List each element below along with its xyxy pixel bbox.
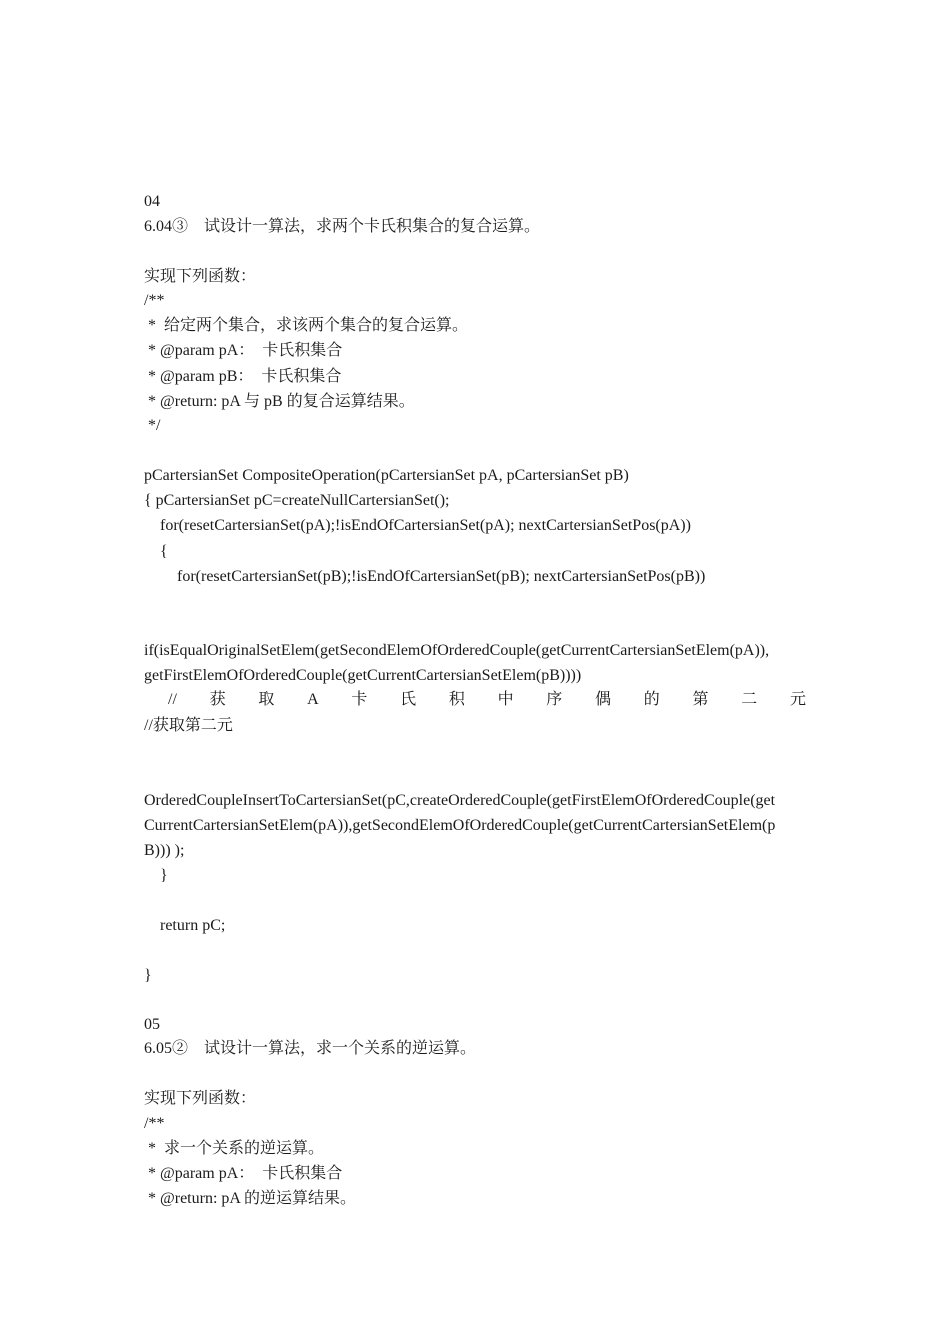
- code-line: getFirstElemOfOrderedCouple(getCurrentCartersianSetElem(pB)))): [144, 667, 582, 684]
- comment-token: 卡: [351, 691, 368, 708]
- code-line: OrderedCoupleInsertToCartersianSet(pC,createOrderedCouple(getFirstElemOfOrderedCouple(get: [144, 792, 776, 809]
- code-line: for(resetCartersianSet(pA);!isEndOfCartersianSet(pA); nextCartersianSetPos(pA)): [160, 517, 691, 534]
- doc-comment-line: * 给定两个集合，求该两个集合的复合运算。: [144, 317, 469, 334]
- comment-token: 的: [643, 691, 660, 708]
- doc-comment-line: * @param pA： 卡氏积集合: [144, 1165, 343, 1182]
- doc-comment-line: * @param pA： 卡氏积集合: [144, 342, 343, 359]
- code-line: pCartersianSet CompositeOperation(pCartersianSet pA, pCartersianSet pB): [144, 467, 629, 484]
- comment-token: //: [168, 691, 177, 708]
- code-line: B))) );: [144, 842, 185, 859]
- comment-token: 序: [546, 691, 563, 708]
- code-line: CurrentCartersianSetElem(pA)),getSecondElemOfOrderedCouple(getCurrentCartersianSetElem(p: [144, 817, 776, 834]
- comment-token: 中: [497, 691, 514, 708]
- doc-comment-line: */: [144, 417, 161, 434]
- problem-title: 6.04③ 试设计一算法，求两个卡氏积集合的复合运算。: [144, 218, 541, 235]
- comment-token: A: [307, 691, 319, 708]
- code-line: for(resetCartersianSet(pB);!isEndOfCartersianSet(pB); nextCartersianSetPos(pB)): [177, 568, 706, 585]
- comment-token: 二: [741, 691, 758, 708]
- code-line: if(isEqualOriginalSetElem(getSecondElemOfOrderedCouple(getCurrentCartersianSetElem(pA)),: [144, 642, 770, 659]
- code-line: }: [144, 967, 152, 984]
- comment-token: 取: [258, 691, 275, 708]
- comment-token: 元: [789, 691, 806, 708]
- doc-comment-line: /**: [144, 1115, 165, 1132]
- comment-token: 积: [448, 691, 465, 708]
- comment-token: 氏: [400, 691, 417, 708]
- code-line: {: [160, 543, 168, 560]
- comment-token: 第: [692, 691, 709, 708]
- doc-comment-line: * @param pB： 卡氏积集合: [144, 368, 342, 385]
- code-comment: //获取第二元: [144, 717, 233, 734]
- doc-comment-line: * @return: pA 的逆运算结果。: [144, 1190, 357, 1207]
- doc-comment-line: * @return: pA 与 pB 的复合运算结果。: [144, 393, 415, 410]
- problem-title: 6.05② 试设计一算法，求一个关系的逆运算。: [144, 1040, 477, 1057]
- code-line: }: [160, 867, 168, 884]
- doc-comment-line: * 求一个关系的逆运算。: [144, 1140, 325, 1157]
- section-number: 05: [144, 1016, 160, 1033]
- comment-token: 获: [209, 691, 226, 708]
- code-line: { pCartersianSet pC=createNullCartersianSet();: [144, 492, 450, 509]
- intro-text: 实现下列函数：: [144, 268, 257, 285]
- intro-text: 实现下列函数：: [144, 1090, 257, 1107]
- code-comment-justified: [144, 690, 806, 710]
- code-line: return pC;: [160, 917, 226, 934]
- section-number: 04: [144, 193, 160, 210]
- doc-comment-line: /**: [144, 292, 165, 309]
- comment-token: 偶: [595, 691, 612, 708]
